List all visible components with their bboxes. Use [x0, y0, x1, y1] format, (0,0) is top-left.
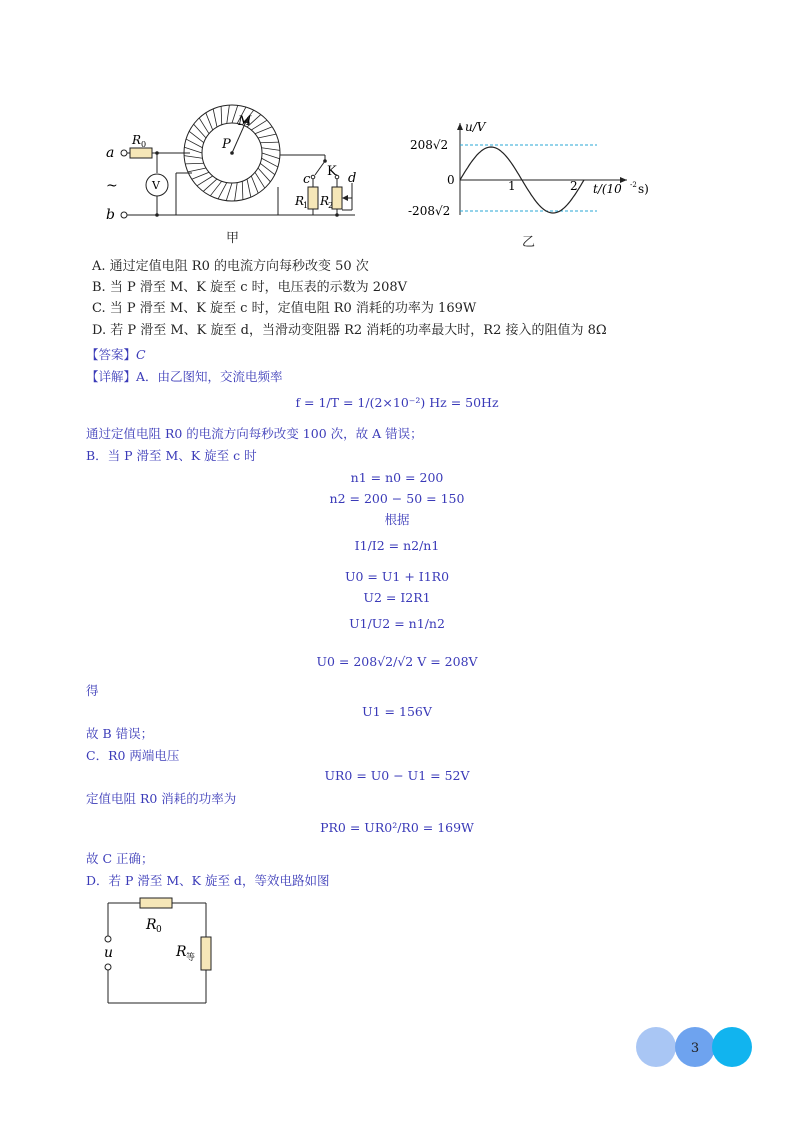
label-r2-sub: 2 — [328, 201, 334, 210]
winding-line — [251, 176, 258, 193]
page-number: 3 — [690, 1041, 700, 1056]
winding-line — [262, 153, 280, 159]
label-d: d — [348, 171, 357, 186]
answer-tag: 【答案】 — [86, 347, 137, 362]
option-b: B. 当 P 滑至 M、K 旋至 c 时，电压表的示数为 208V — [92, 280, 407, 295]
label-a: a — [106, 145, 115, 161]
x-axis-exp: -2 — [630, 181, 637, 189]
eq-u0: U0 = U1 + I1R0 — [344, 569, 450, 584]
detail-b-intro: B．当 P 滑至 M、K 旋至 c 时 — [86, 448, 257, 463]
eq-pr0: PR0 = UR0²/R0 = 169W — [320, 820, 474, 835]
winding-line — [184, 147, 202, 153]
label-r1-sub: 1 — [303, 201, 309, 210]
label-tilde: ~ — [106, 178, 118, 194]
winding-line — [186, 139, 202, 148]
caption-jia: 甲 — [226, 231, 240, 246]
option-c: C. 当 P 滑至 M、K 旋至 c 时，定值电阻 R0 消耗的功率为 169W — [92, 301, 477, 316]
top-value-label: 208√2 — [410, 138, 449, 152]
winding-line — [227, 105, 230, 123]
option-a: A. 通过定值电阻 R0 的电流方向每秒改变 50 次 — [92, 259, 369, 274]
eq-current-ratio: I1/I2 = n2/n1 — [354, 538, 440, 553]
origin-label: 0 — [447, 173, 455, 187]
detail-b-conclusion: 故 B 错误； — [86, 726, 154, 741]
winding-line — [185, 163, 204, 164]
detail-c-conclusion: 故 C 正确； — [86, 851, 154, 866]
equivalent-circuit — [98, 895, 228, 1010]
eq-label-req: R — [176, 944, 187, 960]
label-c: c — [303, 172, 311, 187]
page-number-badge — [636, 1025, 754, 1069]
eq-label-r0-sub: 0 — [156, 925, 162, 935]
eq-u1: U1 = 156V — [362, 704, 432, 719]
label-b: b — [106, 207, 115, 223]
winding-line — [251, 120, 267, 130]
eq-u2: U2 = I2R1 — [363, 590, 431, 605]
winding-line — [255, 172, 265, 188]
winding-line — [262, 158, 278, 167]
eq-ur0: UR0 = U0 − U1 = 52V — [324, 768, 470, 783]
label-r1: R — [295, 194, 305, 208]
winding-line — [221, 106, 222, 125]
winding-line — [197, 176, 213, 186]
caption-yi: 乙 — [522, 235, 536, 250]
winding-line — [206, 113, 213, 130]
eq-voltage-ratio: U1/U2 = n1/n2 — [349, 616, 445, 631]
detail-a-intro: 【详解】A．由乙图知，交流电频率 — [86, 369, 283, 384]
tick-2-label: 2 — [570, 179, 578, 193]
winding-line — [199, 118, 209, 134]
circuit-diagram-jia — [100, 95, 370, 225]
eq-label-r0: R — [146, 917, 157, 933]
tick-1-label: 1 — [508, 179, 516, 193]
winding-line — [260, 142, 279, 143]
text-genju: 根据 — [384, 512, 410, 527]
eq-u0-value: U0 = 208√2/√2 V = 208V — [316, 654, 478, 669]
winding-line — [184, 156, 202, 159]
detail-c-text: 定值电阻 R0 消耗的功率为 — [86, 791, 237, 806]
detail-tag: 【详解】 — [86, 369, 137, 384]
winding-line — [188, 168, 206, 172]
label-v: V — [152, 179, 160, 192]
eq-label-u: u — [104, 945, 114, 961]
winding-line — [262, 148, 280, 151]
label-p: P — [222, 137, 231, 152]
formula-frequency: f = 1/T = 1/(2×10⁻²) Hz = 50Hz — [295, 395, 499, 410]
label-r0: R — [132, 133, 142, 147]
eq-n1: n1 = n0 = 200 — [350, 470, 444, 485]
answer-value: C — [136, 347, 146, 362]
bottom-value-label: -208√2 — [408, 204, 451, 218]
detail-c-intro: C．R0 两端电压 — [86, 748, 180, 763]
winding-line — [232, 105, 238, 123]
x-axis-end: s) — [638, 182, 649, 196]
winding-line — [255, 127, 272, 134]
text-de: 得 — [86, 683, 99, 698]
label-r2: R — [320, 194, 330, 208]
eq-n2: n2 = 200 − 50 = 150 — [329, 491, 465, 506]
label-k: K — [327, 164, 337, 179]
x-axis-label: t/(10 — [593, 182, 622, 196]
voltage-graph-yi — [405, 115, 655, 225]
label-r0-sub: 0 — [141, 140, 147, 149]
winding-line — [192, 172, 209, 179]
winding-line — [226, 183, 232, 201]
detail-d-intro: D．若 P 滑至 M、K 旋至 d，等效电路如图 — [86, 873, 330, 888]
option-d: D. 若 P 滑至 M、K 旋至 d，当滑动变阻器 R2 消耗的功率最大时，R2 接入的阻值为 8Ω — [92, 323, 607, 338]
label-m: M — [238, 114, 252, 129]
winding-line — [218, 183, 227, 199]
winding-line — [235, 183, 238, 201]
answer-line — [86, 347, 146, 363]
detail-a-conclusion: 通过定值电阻 R0 的电流方向每秒改变 100 次，故 A 错误； — [86, 426, 423, 441]
y-axis-label: u/V — [465, 120, 486, 134]
winding-line — [242, 181, 243, 200]
winding-line — [247, 179, 251, 197]
winding-line — [213, 109, 217, 127]
winding-line — [258, 134, 276, 138]
eq-label-req-sub: 等 — [186, 953, 196, 963]
